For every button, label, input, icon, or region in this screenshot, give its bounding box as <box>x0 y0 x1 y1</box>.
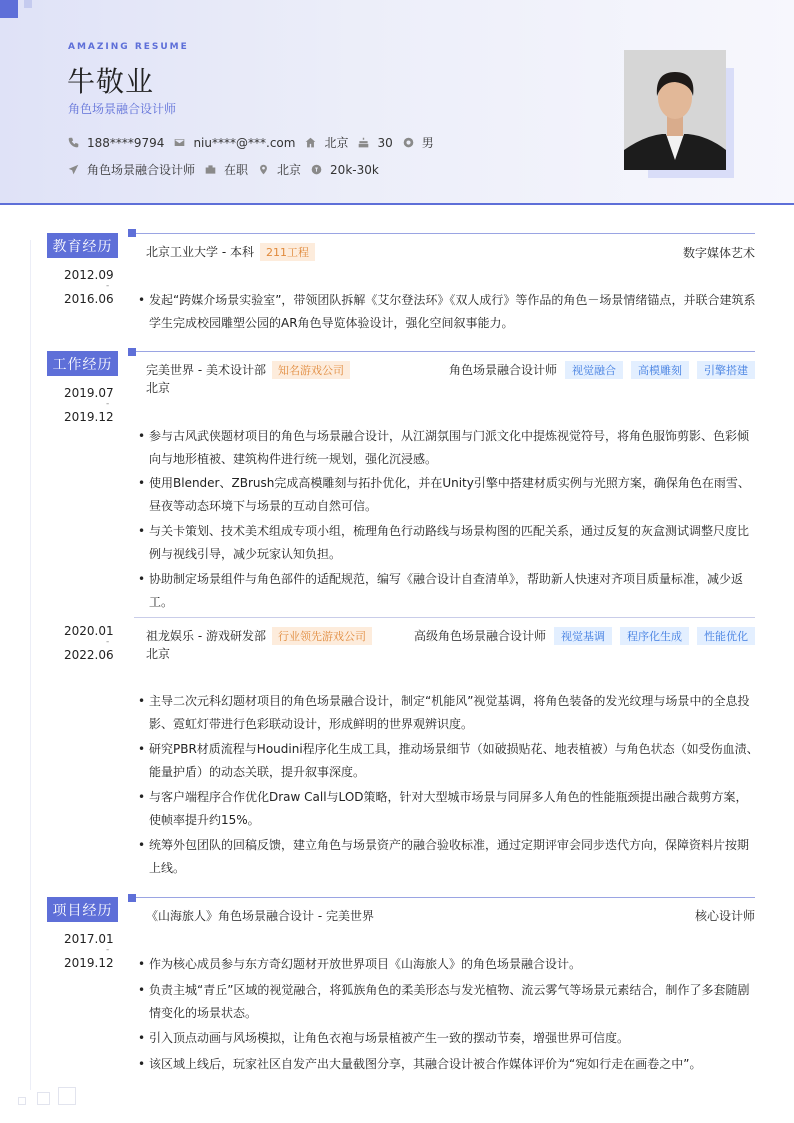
corner-decoration <box>0 0 18 18</box>
skill-tag: 程序化生成 <box>620 627 689 645</box>
company-tag: 行业领先游戏公司 <box>272 627 372 645</box>
company-tag: 知名游戏公司 <box>272 361 350 379</box>
skill-tag: 视觉基调 <box>554 627 612 645</box>
company-name: 祖龙娱乐 - 游戏研发部 <box>146 629 266 643</box>
candidate-name: 牛敬业 <box>67 65 155 98</box>
list-item: • 该区域上线后，玩家社区自发产出大量截图分享，其融合设计被合作媒体评价为“宛如行走在画卷之中”。 <box>139 1053 759 1076</box>
briefcase-icon <box>205 164 216 175</box>
job-role-row <box>449 361 755 379</box>
education-end-date: 2016.06 <box>64 292 114 306</box>
job-start-date: 2019.07 <box>64 386 114 400</box>
section-marker <box>128 229 136 237</box>
hometown-text: 北京 <box>324 136 349 150</box>
phone-icon <box>68 137 79 148</box>
contact-row <box>68 134 444 151</box>
city-text: 北京 <box>277 163 302 177</box>
skill-tag: 引擎搭建 <box>697 361 755 379</box>
project-role: 核心设计师 <box>694 909 755 923</box>
candidate-title: 角色场景融合设计师 <box>68 102 177 116</box>
section-divider <box>136 351 755 352</box>
job-role-row <box>414 627 755 645</box>
date-separator: - <box>106 945 110 955</box>
salary-text: 20k-30k <box>330 162 379 177</box>
job-divider <box>134 617 755 618</box>
education-school-row <box>146 243 315 261</box>
list-item: • 参与古风武侠题材项目的角色与场景融合设计，从江湖氛围与门派文化中提炼视觉符号，将角色服饰剪影、色彩倾向与地形植被、建筑构件进行统一规划，强化沉浸感。 <box>139 425 759 471</box>
send-icon <box>68 164 79 175</box>
gender-text: 男 <box>421 136 434 150</box>
section-divider <box>136 233 755 234</box>
phone-text: 188****9794 <box>87 135 165 150</box>
list-item: • 引入顶点动画与风场模拟，让角色衣袍与场景植被产生一致的摆动节奏，增强世界可信度。 <box>139 1027 759 1050</box>
section-marker <box>128 348 136 356</box>
project-start-date: 2017.01 <box>64 932 114 946</box>
project-end-date: 2019.12 <box>64 956 114 970</box>
list-item: • 研究PBR材质流程与Houdini程序化生成工具，推动场景细节（如破损贴花、地表植被）与角色状态（如受伤血渍、能量护盾）的动态关联，提升叙事深度。 <box>139 738 759 784</box>
profile-photo <box>624 50 726 170</box>
section-marker <box>128 894 136 902</box>
date-separator: - <box>106 637 110 647</box>
job-city: 北京 <box>146 647 171 661</box>
footer-decoration <box>37 1092 50 1105</box>
list-item: • 发起“跨媒介场景实验室”，带领团队拆解《艾尔登法环》《双人成行》等作品的角色－场景情绪锚点，并联合建筑系学生完成校园雕塑公园的AR角色导览体验设计，强化空间叙事能力。 <box>139 289 759 335</box>
project-title: 《山海旅人》角色场景融合设计 - 完美世界 <box>146 909 374 923</box>
school-name: 北京工业大学 - 本科 <box>146 245 254 259</box>
mail-icon <box>174 137 185 148</box>
list-item: • 负责主城“青丘”区域的视觉融合，将狐族角色的柔美形态与发光植物、流云雾气等场景元素结合，制作了多套随剧情变化的场景状态。 <box>139 979 759 1025</box>
job-company-row <box>146 361 350 379</box>
date-separator: - <box>106 399 110 409</box>
job-start-date: 2020.01 <box>64 624 114 638</box>
section-title-work: 工作经历 <box>47 351 118 376</box>
skill-tag: 性能优化 <box>697 627 755 645</box>
status-text: 在职 <box>224 163 249 177</box>
job-role: 高级角色场景融合设计师 <box>413 629 546 643</box>
location-pin-icon <box>258 164 269 175</box>
skill-tag: 视觉融合 <box>565 361 623 379</box>
job-role: 角色场景融合设计师 <box>448 363 557 377</box>
education-major: 数字媒体艺术 <box>682 246 755 260</box>
education-start-date: 2012.09 <box>64 268 114 282</box>
cake-icon <box>358 137 369 148</box>
job-end-date: 2022.06 <box>64 648 114 662</box>
school-tag: 211工程 <box>260 243 315 261</box>
skill-tag: 高模雕刻 <box>631 361 689 379</box>
resume-kicker: AMAZING RESUME <box>68 42 189 52</box>
list-item: • 与客户端程序合作优化Draw Call与LOD策略，针对大型城市场景与同屏多人角色的性能瓶颈提出融合裁剪方案，使帧率提升约15%。 <box>139 786 759 832</box>
gender-icon <box>403 137 414 148</box>
job-city: 北京 <box>146 381 171 395</box>
list-item: • 使用Blender、ZBrush完成高模雕刻与拓扑优化，并在Unity引擎中搭建材质实例与光照方案，确保角色在雨雪、昼夜等动态环境下与场景的互动自然可信。 <box>139 472 759 518</box>
money-icon <box>311 164 322 175</box>
section-title-project: 项目经历 <box>47 897 118 922</box>
job-company-row <box>146 627 372 645</box>
date-separator: - <box>106 281 110 291</box>
intended-role-text: 角色场景融合设计师 <box>87 163 196 177</box>
job-end-date: 2019.12 <box>64 410 114 424</box>
section-divider <box>136 897 755 898</box>
email-text: niu****@***.com <box>193 135 296 150</box>
list-item: • 协助制定场景组件与角色部件的适配规范，编写《融合设计自查清单》，帮助新人快速对齐项目质量标准，减少返工。 <box>139 568 759 614</box>
home-icon <box>305 137 316 148</box>
avatar <box>624 50 726 170</box>
list-item: • 与关卡策划、技术美术组成专项小组，梳理角色行动路线与场景构图的匹配关系，通过反复的灰盒测试调整尺度比例与视线引导，减少玩家认知负担。 <box>139 520 759 566</box>
footer-decoration <box>58 1087 76 1105</box>
corner-decoration-small <box>24 0 32 8</box>
list-item: • 主导二次元科幻题材项目的角色场景融合设计，制定“机能风”视觉基调，将角色装备的发光纹理与场景中的全息投影、霓虹灯带进行色彩联动设计，形成鲜明的世界观辨识度。 <box>139 690 759 736</box>
list-item: • 统筹外包团队的回稿反馈，建立角色与场景资产的融合验收标准，通过定期评审会同步迭代方向，保障资料片按期上线。 <box>139 834 759 880</box>
timeline-line <box>30 240 31 1090</box>
job-intent-row <box>68 161 389 178</box>
list-item: • 作为核心成员参与东方奇幻题材开放世界项目《山海旅人》的角色场景融合设计。 <box>139 953 759 976</box>
section-title-education: 教育经历 <box>47 233 118 258</box>
footer-decoration <box>18 1097 26 1105</box>
company-name: 完美世界 - 美术设计部 <box>146 363 266 377</box>
age-text: 30 <box>377 135 393 150</box>
